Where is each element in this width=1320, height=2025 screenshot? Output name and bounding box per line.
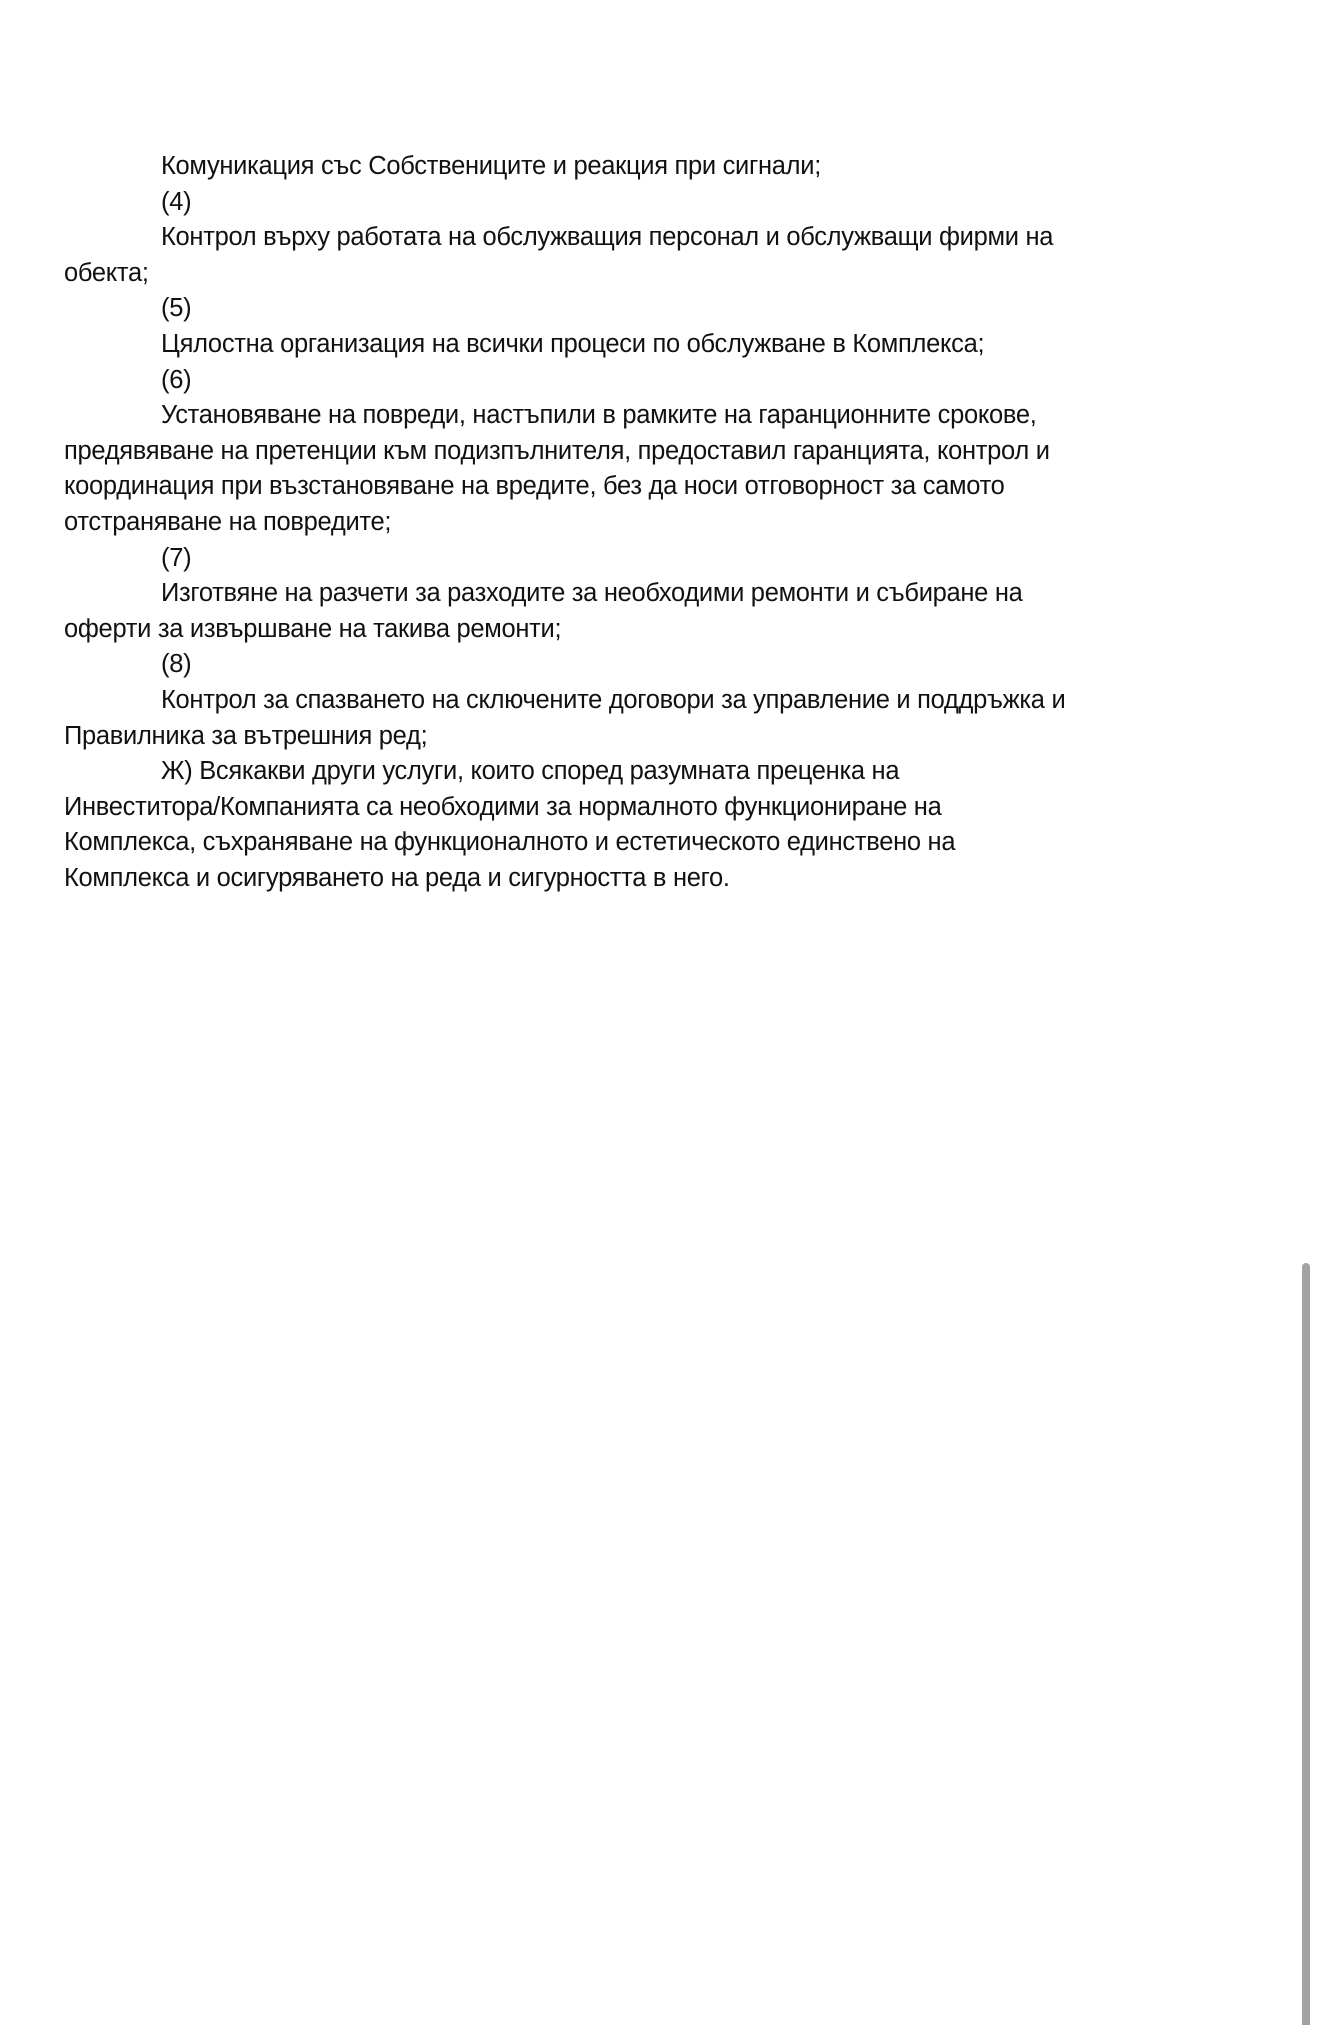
text-line: Цялостна организация на всички процеси по обслужване в Комплекса; [161, 329, 985, 358]
text-line: Правилника за вътрешния ред; [64, 721, 428, 750]
text-line: (7) [161, 543, 192, 572]
text-line: предявяване на претенции към подизпълнителя, предоставил гаранцията, контрол и [64, 436, 1050, 465]
text-line: отстраняване на повредите; [64, 507, 392, 536]
text-line: (5) [161, 294, 192, 323]
text-line: Установяване на повреди, настъпили в рамките на гаранционните срокове, [161, 401, 1037, 430]
vertical-scrollbar[interactable] [1302, 1263, 1310, 2025]
text-line: Комплекса и осигуряването на реда и сигурността в него. [64, 863, 730, 892]
text-line: Контрол за спазването на сключените договори за управление и поддръжка и [161, 685, 1066, 714]
text-line: (8) [161, 650, 192, 679]
text-line: Инвеститора/Компанията са необходими за нормалното функциониране на [64, 792, 942, 821]
text-line: (6) [161, 365, 192, 394]
text-line: Контрол върху работата на обслужващия персонал и обслужващи фирми на [161, 223, 1054, 252]
text-line: Комплекса, съхраняване на функционалното и естетическото единствено на [64, 828, 956, 857]
text-line: Комуникация със Собствениците и реакция при сигнали; [161, 152, 821, 180]
text-line: Ж) Всякакви други услуги, които според разумната преценка на [161, 757, 900, 786]
text-line: оферти за извършване на такива ремонти; [64, 614, 562, 643]
text-line: Изготвяне на разчети за разходите за необходими ремонти и събиране на [161, 579, 1023, 608]
text-line: координация при възстановяване на вредите, без да носи отговорност за самото [64, 472, 1005, 501]
document-body [64, 149, 1294, 896]
text-line: (4) [161, 187, 192, 216]
text-line: обекта; [64, 258, 149, 287]
